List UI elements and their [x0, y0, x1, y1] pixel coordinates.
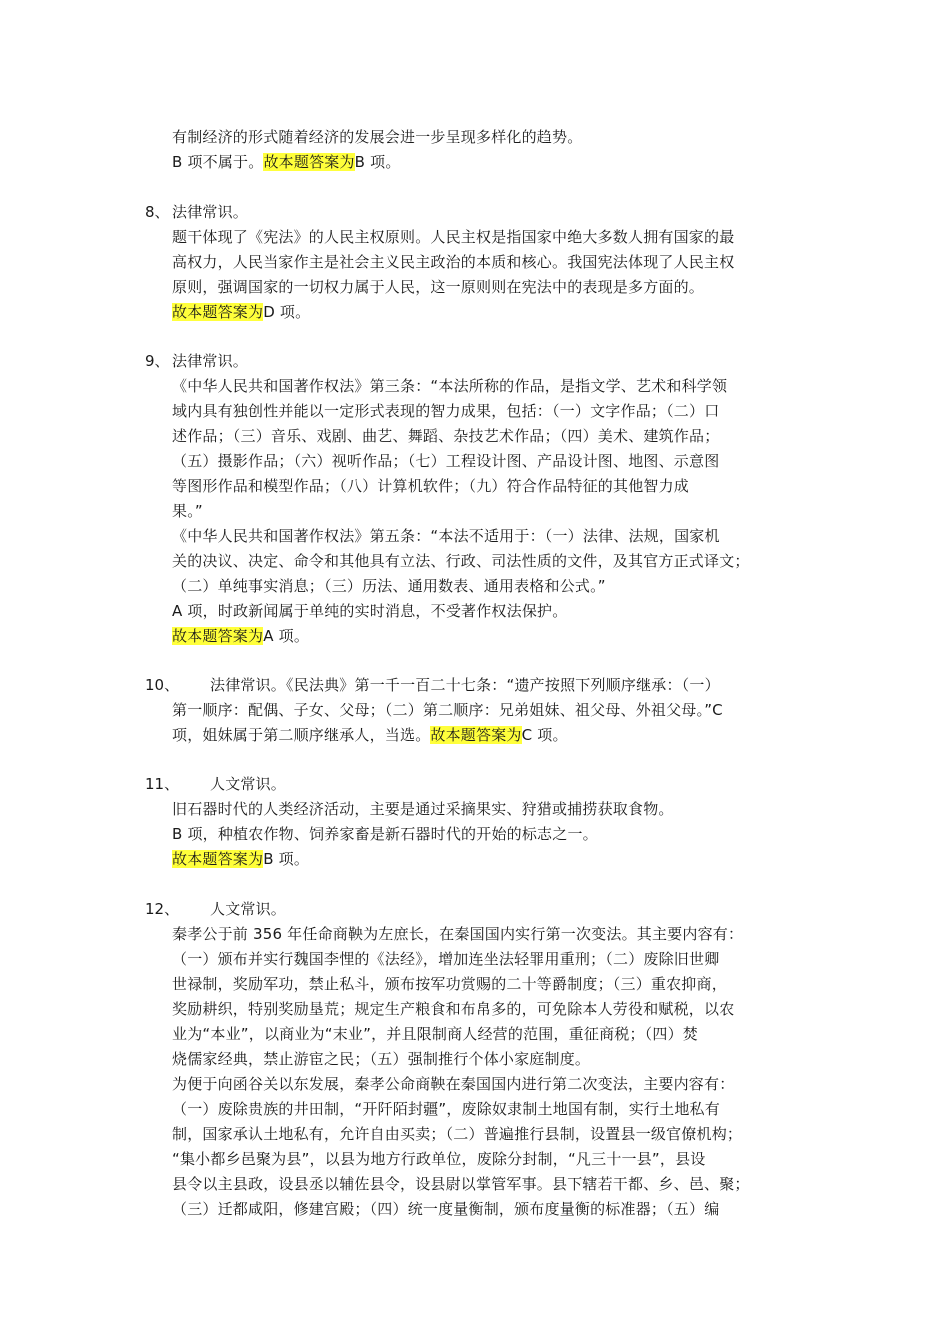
question-title: 法律常识。《民法典》第一千一百二十七条：“遗产按照下列顺序继承：（一） — [210, 676, 720, 694]
answer-line — [172, 847, 812, 872]
answer-line — [172, 150, 812, 175]
question-number-11: 11、 — [145, 775, 180, 793]
question-title: 人文常识。 — [210, 775, 287, 793]
question-11-block — [172, 772, 812, 872]
text-line: 烧儒家经典，禁止游宦之民；（五）强制推行个体小家庭制度。 — [172, 1050, 591, 1068]
text-line: 关的决议、决定、命令和其他具有立法、行政、司法性质的文件，及其官方正式译文； — [172, 552, 750, 570]
text-line: 县令以主县政，设县丞以辅佐县令，设县尉以掌管军事。县下辖若干都、乡、邑、聚； — [172, 1175, 750, 1193]
text-line: 秦孝公于前 356 年任命商鞅为左庶长，在秦国国内实行第一次变法。其主要内容有： — [172, 925, 744, 943]
answer-highlight: 故本题答案为 — [172, 303, 264, 321]
text-line: 原则，强调国家的一切权力属于人民，这一原则则在宪法中的表现是多方面的。 — [172, 278, 705, 296]
question-title: 人文常识。 — [210, 900, 287, 918]
text-span: B 项不属于。 — [172, 153, 264, 171]
text-line: 题干体现了《宪法》的人民主权原则。人民主权是指国家中绝大多数人拥有国家的最 — [172, 228, 735, 246]
text-line: 为便于向函谷关以东发展，秦孝公命商鞅在秦国国内进行第二次变法，主要内容有： — [172, 1075, 735, 1093]
text-line: B 项，种植农作物、饲养家畜是新石器时代的开始的标志之一。 — [172, 825, 598, 843]
text-line: 域内具有独创性并能以一定形式表现的智力成果，包括：（一）文字作品；（二）口 — [172, 402, 720, 420]
text-line: 奖励耕织，特别奖励垦荒；规定生产粮食和布帛多的，可免除本人劳役和赋税，以农 — [172, 1000, 735, 1018]
question-9-block — [172, 349, 812, 649]
answer-highlight: 故本题答案为 — [172, 627, 264, 645]
answer-option: B 项。 — [263, 850, 310, 868]
text-line: （一）颁布并实行魏国李悝的《法经》，增加连坐法轻罪用重刑；（二）废除旧世卿 — [172, 950, 720, 968]
question-number-12: 12、 — [145, 900, 180, 918]
text-line: 等图形作品和模型作品；（八）计算机软件；（九）符合作品特征的其他智力成 — [172, 477, 690, 495]
question-title: 法律常识。 — [172, 352, 249, 370]
text-line: 第一顺序：配偶、子女、父母；（二）第二顺序：兄弟姐妹、祖父母、外祖父母。”C — [172, 701, 723, 719]
text-line: （二）单纯事实消息；（三）历法、通用数表、通用表格和公式。” — [172, 577, 606, 595]
text-line: 高权力，人民当家作主是社会主义民主政治的本质和核心。我国宪法体现了人民主权 — [172, 253, 735, 271]
answer-option: C 项。 — [521, 726, 568, 744]
question-12-block — [172, 897, 812, 1222]
answer-line — [172, 723, 812, 748]
answer-option: D 项。 — [263, 303, 311, 321]
text-line: 有制经济的形式随着经济的发展会进一步呈现多样化的趋势。 — [172, 128, 583, 146]
text-line: “集小都乡邑聚为县”，以县为地方行政单位，废除分封制，“凡三十一县”，县设 — [172, 1150, 706, 1168]
text-line: 制，国家承认土地私有，允许自由买卖；（二）普遍推行县制，设置县一级官僚机构； — [172, 1125, 743, 1143]
text-line: 果。” — [172, 502, 203, 520]
text-line: A 项，时政新闻属于单纯的实时消息，不受著作权法保护。 — [172, 602, 568, 620]
answer-option: B 项。 — [354, 153, 401, 171]
answer-highlight: 故本题答案为 — [172, 850, 264, 868]
text-line: 《中华人民共和国著作权法》第五条：“本法不适用于：（一）法律、法规，国家机 — [172, 527, 720, 545]
text-line: （一）废除贵族的井田制，“开阡陌封疆”，废除奴隶制土地国有制，实行土地私有 — [172, 1100, 720, 1118]
text-line: 业为“本业”，以商业为“末业”，并且限制商人经营的范围，重征商税；（四）焚 — [172, 1025, 698, 1043]
question-title: 法律常识。 — [172, 203, 249, 221]
question-10-block — [172, 673, 812, 748]
question-8-block — [172, 200, 812, 325]
answer-option: A 项。 — [263, 627, 310, 645]
question-number-10: 10、 — [145, 676, 180, 694]
text-line: （五）摄影作品；（六）视听作品；（七）工程设计图、产品设计图、地图、示意图 — [172, 452, 720, 470]
text-line: 《中华人民共和国著作权法》第三条：“本法所称的作品，是指文学、艺术和科学领 — [172, 377, 728, 395]
answer-highlight: 故本题答案为 — [263, 153, 355, 171]
text-line: 述作品；（三）音乐、戏剧、曲艺、舞蹈、杂技艺术作品；（四）美术、建筑作品； — [172, 427, 720, 445]
intro-block — [172, 125, 812, 175]
text-line: 旧石器时代的人类经济活动，主要是通过采摘果实、狩猎或捕捞获取食物。 — [172, 800, 674, 818]
text-line: （三）迁都咸阳，修建宫殿；（四）统一度量衡制，颁布度量衡的标准器；（五）编 — [172, 1200, 720, 1218]
answer-line — [172, 300, 812, 325]
answer-highlight: 故本题答案为 — [430, 726, 522, 744]
answer-line — [172, 624, 812, 649]
text-span: 项，姐妹属于第二顺序继承人，当选。 — [172, 726, 431, 744]
question-number-9: 9、 — [145, 352, 170, 370]
question-number-8: 8、 — [145, 203, 170, 221]
text-line: 世禄制，奖励军功，禁止私斗，颁布按军功赏赐的二十等爵制度；（三）重农抑商， — [172, 975, 727, 993]
